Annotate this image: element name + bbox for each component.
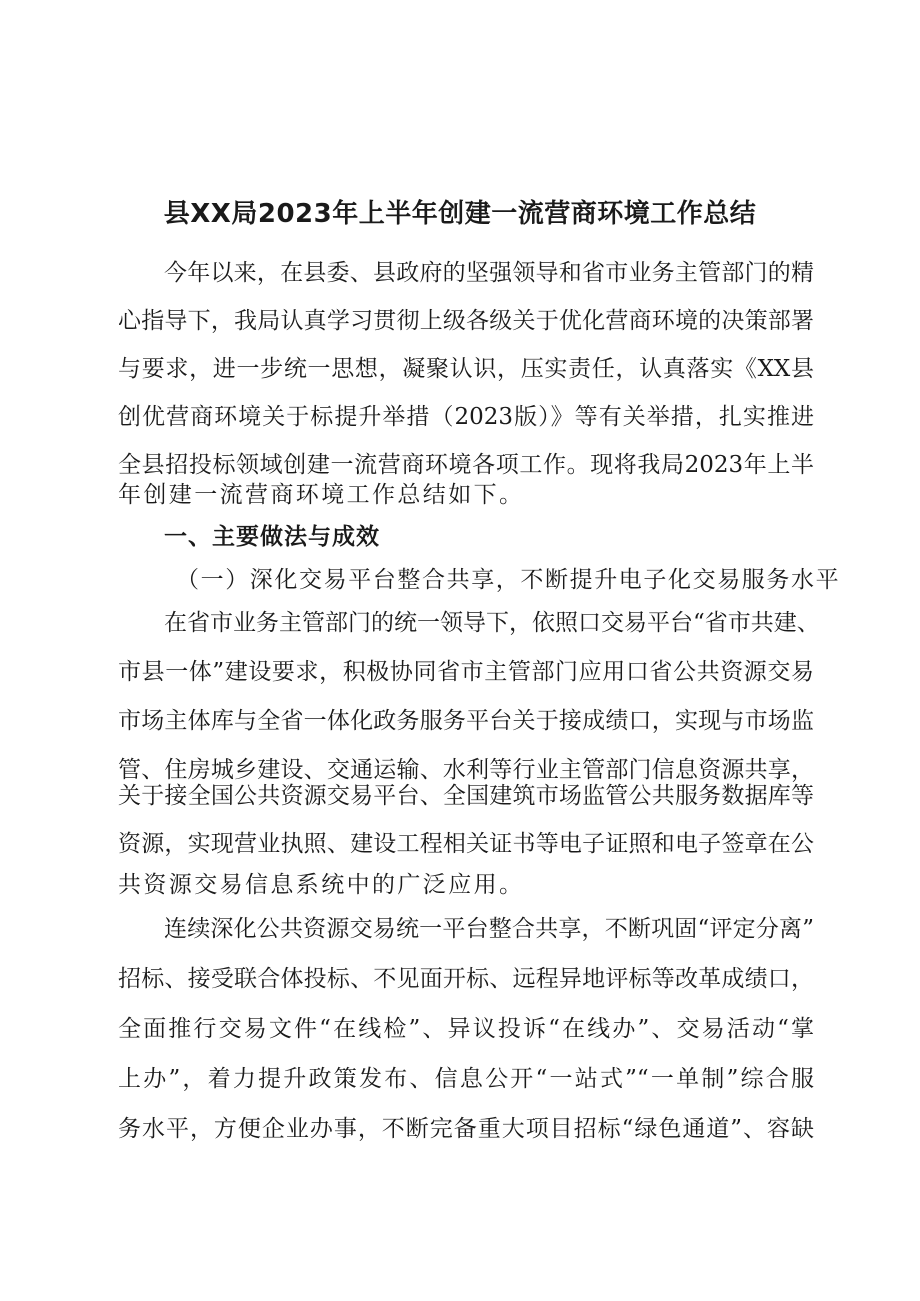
paragraph-line: 务水平，方便企业办事，不断完备重大项目招标“绿色通道”、容缺 [118, 1116, 814, 1142]
paragraph-line: 在省市业务主管部门的统一领导下，依照口交易平台“省市共建、 [164, 610, 820, 636]
paragraph-line: 关于接全国公共资源交易平台、全国建筑市场监管公共服务数据库等 [118, 783, 814, 809]
paragraph-line: 招标、接受联合体投标、不见面开标、远程异地评标等改革成绩口， [118, 966, 814, 992]
paragraph-line: 全面推行交易文件“在线检”、异议投诉“在线办”、交易活动“掌 [118, 1016, 814, 1042]
paragraph-line: 连续深化公共资源交易统一平台整合共享，不断巩固“评定分离” [164, 916, 814, 942]
paragraph-line: 资源，实现营业执照、建设工程相关证书等电子证照和电子签章在公 [118, 831, 814, 857]
paragraph-line: 创优营商环境关于标提升举措（2023版）》等有关举措，扎实推进 [118, 404, 814, 430]
paragraph-line: 共资源交易信息系统中的广泛应用。 [118, 872, 525, 898]
paragraph-line: 与要求，进一步统一思想，凝聚认识，压实责任，认真落实《XX县 [118, 356, 814, 382]
paragraph-line: 心指导下，我局认真学习贯彻上级各级关于优化营商环境的决策部署 [118, 308, 814, 334]
paragraph-line: 今年以来，在县委、县政府的坚强领导和省市业务主管部门的精 [164, 260, 814, 286]
section-heading: 一、主要做法与成效 [164, 524, 380, 550]
paragraph-line: 管、住房城乡建设、交通运输、水利等行业主管部门信息资源共享， [118, 757, 814, 783]
paragraph-line: 年创建一流营商环境工作总结如下。 [118, 482, 525, 508]
paragraph-line: 全县招投标领域创建一流营商环境各项工作。现将我局2023年上半 [118, 452, 814, 478]
document-title: 县XX局2023年上半年创建一流营商环境工作总结 [163, 199, 757, 229]
paragraph-line: 市县一体”建设要求，积极协同省市主管部门应用口省公共资源交易 [118, 659, 814, 685]
paragraph-line: 市场主体库与全省一体化政务服务平台关于接成绩口，实现与市场监 [118, 708, 814, 734]
paragraph-line: 上办”，着力提升政策发布、信息公开“一站式”“一单制”综合服 [118, 1066, 814, 1092]
subsection-heading: （一）深化交易平台整合共享，不断提升电子化交易服务水平 [176, 567, 841, 593]
